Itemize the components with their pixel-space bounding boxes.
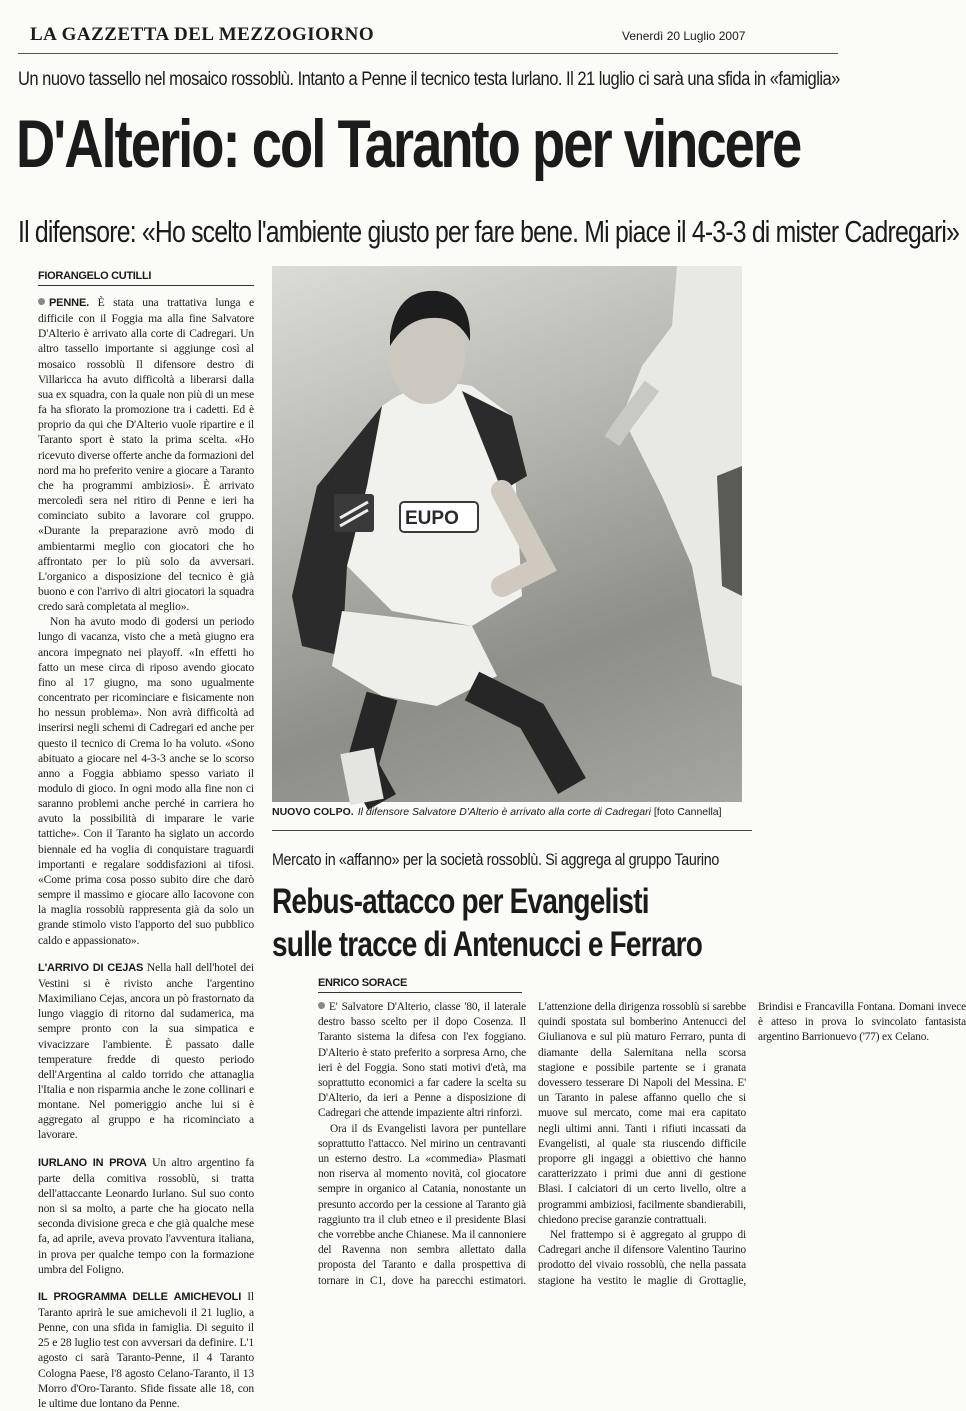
second-headline-line2: sulle tracce di Antenucci e Ferraro	[272, 925, 703, 964]
second-headline	[272, 880, 702, 966]
byline-rule	[38, 285, 254, 286]
second-byline-block	[318, 977, 522, 993]
photo-rule	[272, 830, 752, 831]
paragraph: Non ha avuto modo di godersi un periodo lungo di vacanza, visto che a metà giugno era ancora impegnato nei playoff. «In effetti ho fatto un mese circa di riposo avendo giocato fino al 17 giugno, ma sono ugualmente concentrato per ricominciare e fisicamente non ho nessun problema». Non avrà difficoltà ad inserirsi negli schemi di Cadregari ed anche per questo il tecnico di Crema lo ha voluto. «Sono abituato a giocare nel 4-3-3 anche se lo scorso anno a Foggia abbiamo spesso variato il modulo di gioco. In ogni modo alla fine non ci saranno problemi anche perché in carriera ho avuto la possibilità di imparare le varie tattiche». Con il Taranto ha siglato un accordo biennale ed ha voglia di conquistare traguardi importanti e regalare soddisfazioni ai tifosi. «Come prima cosa posso subito dire che darò sempre il massimo e giocare allo Iacovone con la maglia rossoblù rappresenta già da solo un grande stimolo visto l'apporto del suo pubblico caldo e appassionato».	[38, 615, 254, 947]
paragraph	[38, 295, 254, 614]
section-amichevoli	[38, 1289, 254, 1411]
shirt-sponsor: EUPO	[405, 508, 459, 529]
headline: D'Alterio: col Taranto per vincere	[16, 106, 801, 182]
paragraph-text: Nella hall dell'hotel dei Vestini si è rivisto anche l'argentino Maximiliano Cejas, ancora un pò frastornato da lungo viaggio di ritorno dal sudamerica, ma sempre pronto con la sua simpatica e vivacizzare l'ambiente. È passato dalle temperature fredde di questo periodo dell'Argentina al caldo torrido che attanaglia l'Italia e non risparmia anche le zone collinari e montane. Nel pomeriggio anche lui si è aggregato al gruppo e ha ricominciato a lavorare.	[38, 960, 254, 1142]
paragraph: Nel frattempo si è aggregato al gruppo di Cadregari anche il difensore Valentino Taurino prodotto del vivaio rossoblù, che nella passata stagione ha vestito le maglie di Grottaglie, Brindisi e Francavilla Fontana. Domani invece è atteso in prova lo svincolato fantasista argentino Barrionuevo ('77) ex Celano.	[538, 1001, 966, 1287]
masthead: LA GAZZETTA DEL MEZZOGIORNO	[30, 24, 375, 45]
player-illustration	[272, 266, 742, 802]
paragraph: Ora il ds Evangelisti lavora per puntellare soprattutto l'attacco. Nel mirino un centravanti un esterno destro. La «commedia» Plasmati non riserva al momento novità, col giocatore sempre in organico al Catania, nonostante un presunto accordo per la cessione al Taranto già raggiunto tra il club etneo e il presidente Blasi che vorrebbe anche Chianese. Ma il cannoniere del Ravenna non sembra allettato dalla proposta del Taranto e dalla prospettiva di tornare in C1, dove ha parecchi estimatori. L'attenzione della dirigenza rossoblù si sarebbe quindi spostata sul bomberino Antenucci del Giulianova e sul più maturo Ferraro, punta di diamante della Salernitana nella scorsa stagione e possibile partente se i granata dovessero tesserare Di Napoli del Messina. E' un Taranto in palese affanno quello che si muove sul mercato, come mai era capitato negli ultimi anni. Tanti i rifiuti incassati da Evangelisti, al quale sta riuscendo difficile proporre gli ingaggi a obiettivo che hanno caratterizzato i primi due anni di gestione Blasi. I calciatori di un certo livello, oltre a programmi ambiziosi, facilmente sbandierabili, chiedono precise garanzie contrattuali.	[318, 1001, 746, 1287]
player-photo	[272, 266, 742, 802]
section-lead: IURLANO IN PROVA	[38, 1156, 147, 1169]
section-arrivo-cejas	[38, 960, 254, 1143]
paragraph-text: Un altro argentino fa parte della comitiva rossoblù, si tratta dell'attaccante Leonardo Iurlano. Sul suo conto non si sa molto, a parte che ha giocato nella seconda divisione greca e che già qualche mese fa, ad aprile, aveva provato l'avventura italiana, in prova per qualche tempo con la formazione umbra del Foligno.	[38, 1155, 255, 1276]
second-article-body	[318, 1000, 966, 1300]
paragraph-text: E' Salvatore D'Alterio, classe '80, il laterale destro basso scelto per il dopo Cosenza. Il Taranto sistema la difesa con l'ex foggiano. D'Alterio è stato preferito a sorpresa Arno, che ieri è del Foggia. Sono stati motivi d'età, ma soprattutto economici a far cadere la scelta su D'Alterio, da ieri a Penne a disposizione di Cadregari che attende impaziente altri rinforzi.	[318, 1001, 526, 1120]
second-byline: ENRICO SORACE	[318, 977, 407, 989]
photo-caption	[272, 806, 742, 818]
section-lead: IL PROGRAMMA DELLE AMICHEVOLI	[38, 1290, 242, 1303]
caption-label: NUOVO COLPO.	[272, 806, 354, 818]
section-iurlano	[38, 1155, 254, 1277]
dateline: PENNE.	[49, 297, 90, 309]
caption-credit: [foto Cannella]	[653, 806, 722, 818]
subhead: Il difensore: «Ho scelto l'ambiente giusto per fare bene. Mi piace il 4-3-3 di mister Cadregari»	[18, 214, 960, 249]
paragraph	[318, 1000, 526, 1122]
second-headline-line1: Rebus-attacco per Evangelisti	[272, 882, 649, 921]
main-byline: FIORANGELO CUTILLI	[38, 270, 152, 282]
main-byline-block	[38, 270, 254, 286]
paragraph-text: È stata una trattativa lunga e difficile con il Foggia ma alla fine Salvatore D'Alterio è arrivato alla corte di Cadregari. Un altro tassello importante si aggiunge così al mosaico rossoblù Il difensore destro di Villaricca ha avuto difficoltà a liberarsi dalla sua ex squadra, con la quale non più di un mese fa ha sfiorato la promozione tra i cadetti. Ed è proprio da qui che D'Alterio vuole ripartire e il Taranto sport è stato la prima scelta. «Ho ricevuto diverse offerte anche da formazioni del nord ma ho preferito venire a giocare a Taranto che ha programmi ambiziosi». È arrivato mercoledì sera nel ritiro di Penne e ieri ha cominciato subito a lavorare col gruppo. «Durante la preparazione avrò modo di ambientarmi meglio con giocatori che ho affrontato per lo più solo da avversari. L'organico a disposizione del tecnico è già buono e con l'arrivo di altri giocatori la squadra credo sarà completata al meglio».	[38, 296, 254, 614]
main-article-body	[38, 295, 254, 1411]
bullet-icon	[318, 1002, 325, 1009]
kicker: Un nuovo tassello nel mosaico rossoblù. Intanto a Penne il tecnico testa Iurlano. Il 21 luglio ci sarà una sfida in «famiglia»	[18, 69, 840, 90]
header-rule	[18, 53, 838, 54]
issue-date: Venerdì 20 Luglio 2007	[622, 29, 746, 43]
bullet-icon	[38, 298, 45, 305]
caption-text: Il difensore Salvatore D'Alterio è arrivato alla corte di Cadregari	[357, 806, 651, 818]
paragraph-text: Il Taranto aprirà le sue amichevoli il 21 luglio, a Penne, con una sfida in famiglia. Di seguito il 25 e 28 luglio test con avversari da definire. L'1 agosto ci sarà Taranto-Penne, il 4 Taranto Cologna Paese, l'8 agosto Celano-Taranto, il 13 Morro d'Oro-Taranto. Sfide fissate alle 18, con le ultime due lontano da Penne.	[38, 1289, 255, 1410]
second-kicker: Mercato in «affanno» per la società rossoblù. Si aggrega al gruppo Taurino	[272, 850, 719, 869]
byline-rule	[318, 992, 522, 993]
section-lead: L'ARRIVO DI CEJAS	[38, 961, 144, 974]
